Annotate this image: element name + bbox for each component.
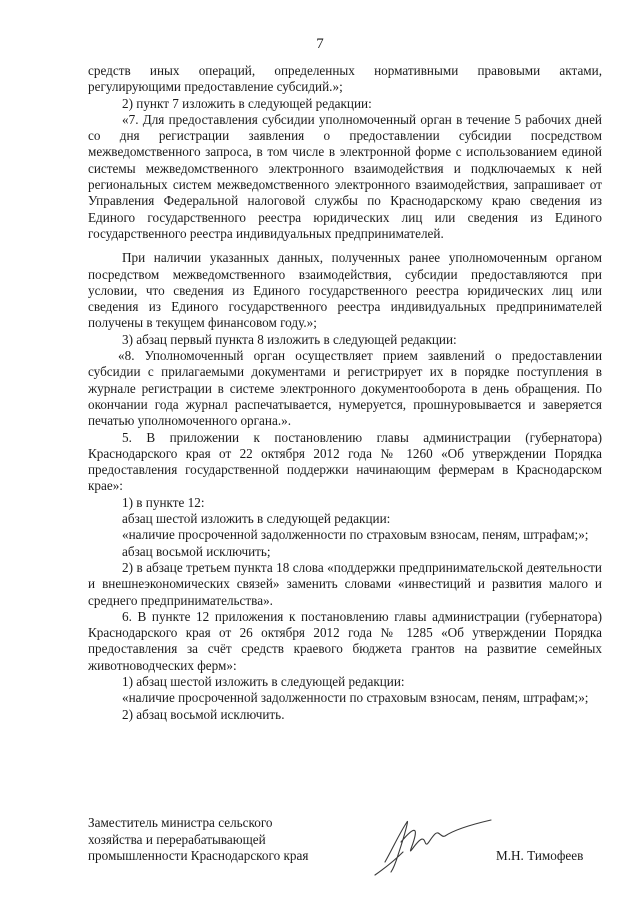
paragraph: «8. Уполномоченный орган осуществляет прием заявлений о предоставлении субсидии с прилагаемыми документами и регистрирует их в порядке поступления в журнале регистрации в системе электронного документооборота в день обращения. По окончании года журнал распечатывается, нумеруется, прошнуровывается и заверяется печатью уполномоченного органа.».: [88, 348, 602, 429]
paragraph: средств иных операций, определенных нормативными правовыми актами, регулирующими предоставление субсидий.»;: [88, 63, 602, 95]
paragraph: 2) в абзаце третьем пункта 18 слова «поддержки предпринимательской деятельности и внешнеэкономических связей» заменить словами «инвестиций и развития малого и среднего предпринимательства».: [88, 559, 602, 608]
paragraph: При наличии указанных данных, полученных ранее уполномоченным органом посредством межведомственного взаимодействия, субсидии предоставляются при условии, что сведения из Единого государственного реестра юридических лиц или сведения из Единого государственного реестра индивидуальных предпринимателей получены в текущем финансовом году.»;: [88, 250, 602, 331]
paragraph: абзац шестой изложить в следующей редакции:: [122, 511, 391, 527]
paragraph: «7. Для предоставления субсидии уполномоченный орган в течение 5 рабочих дней со дня регистрации заявления о предоставлении субсидии посредством межведомственного запроса, в том числе в электронной форме с использованием единой системы межведомственного электронного взаимодействия и подключаемых к ней региональных систем межведомственного электронного взаимодействия, запрашивает от Управления Федеральной налоговой службы по Краснодарскому краю сведения из Единого государственного реестра юридических лиц или сведения из Единого государственного реестра индивидуальных предпринимателей.: [88, 111, 602, 241]
paragraph: абзац восьмой исключить;: [122, 543, 271, 559]
handwritten-signature: [355, 800, 495, 880]
paragraph: 2) абзац восьмой исключить.: [122, 706, 285, 722]
page-number: 7: [316, 36, 324, 52]
paragraph: 6. В пункте 12 приложения к постановлению главы администрации (губернатора) Краснодарского края от 26 октября 2012 года № 1285 «Об утверждении Порядка предоставления за счёт средств краевого бюджета грантов на развитие семейных животноводческих ферм»:: [88, 608, 602, 673]
paragraph: 3) абзац первый пункта 8 изложить в следующей редакции:: [122, 331, 457, 347]
paragraph: «наличие просроченной задолженности по страховым взносам, пеням, штрафам;»;: [122, 690, 589, 706]
paragraph: 1) в пункте 12:: [122, 494, 205, 510]
signatory-name: М.Н. Тимофеев: [496, 848, 584, 863]
paragraph: «наличие просроченной задолженности по страховым взносам, пеням, штрафам;»;: [122, 527, 589, 543]
position-line: хозяйства и перерабатывающей: [88, 831, 266, 847]
document-body: [88, 63, 602, 723]
paragraph: 1) абзац шестой изложить в следующей редакции:: [122, 673, 405, 689]
position-line: промышленности Краснодарского края: [88, 848, 309, 863]
signatory-position: [88, 815, 348, 865]
paragraph: 5. В приложении к постановлению главы администрации (губернатора) Краснодарского края от 22 октября 2012 года № 1260 «Об утверждении Порядка предоставления государственной поддержки начинающим фермерам в Краснодарском крае»:: [88, 429, 602, 494]
paragraph: 2) пункт 7 изложить в следующей редакции:: [122, 95, 372, 111]
position-line: Заместитель министра сельского: [88, 815, 273, 830]
